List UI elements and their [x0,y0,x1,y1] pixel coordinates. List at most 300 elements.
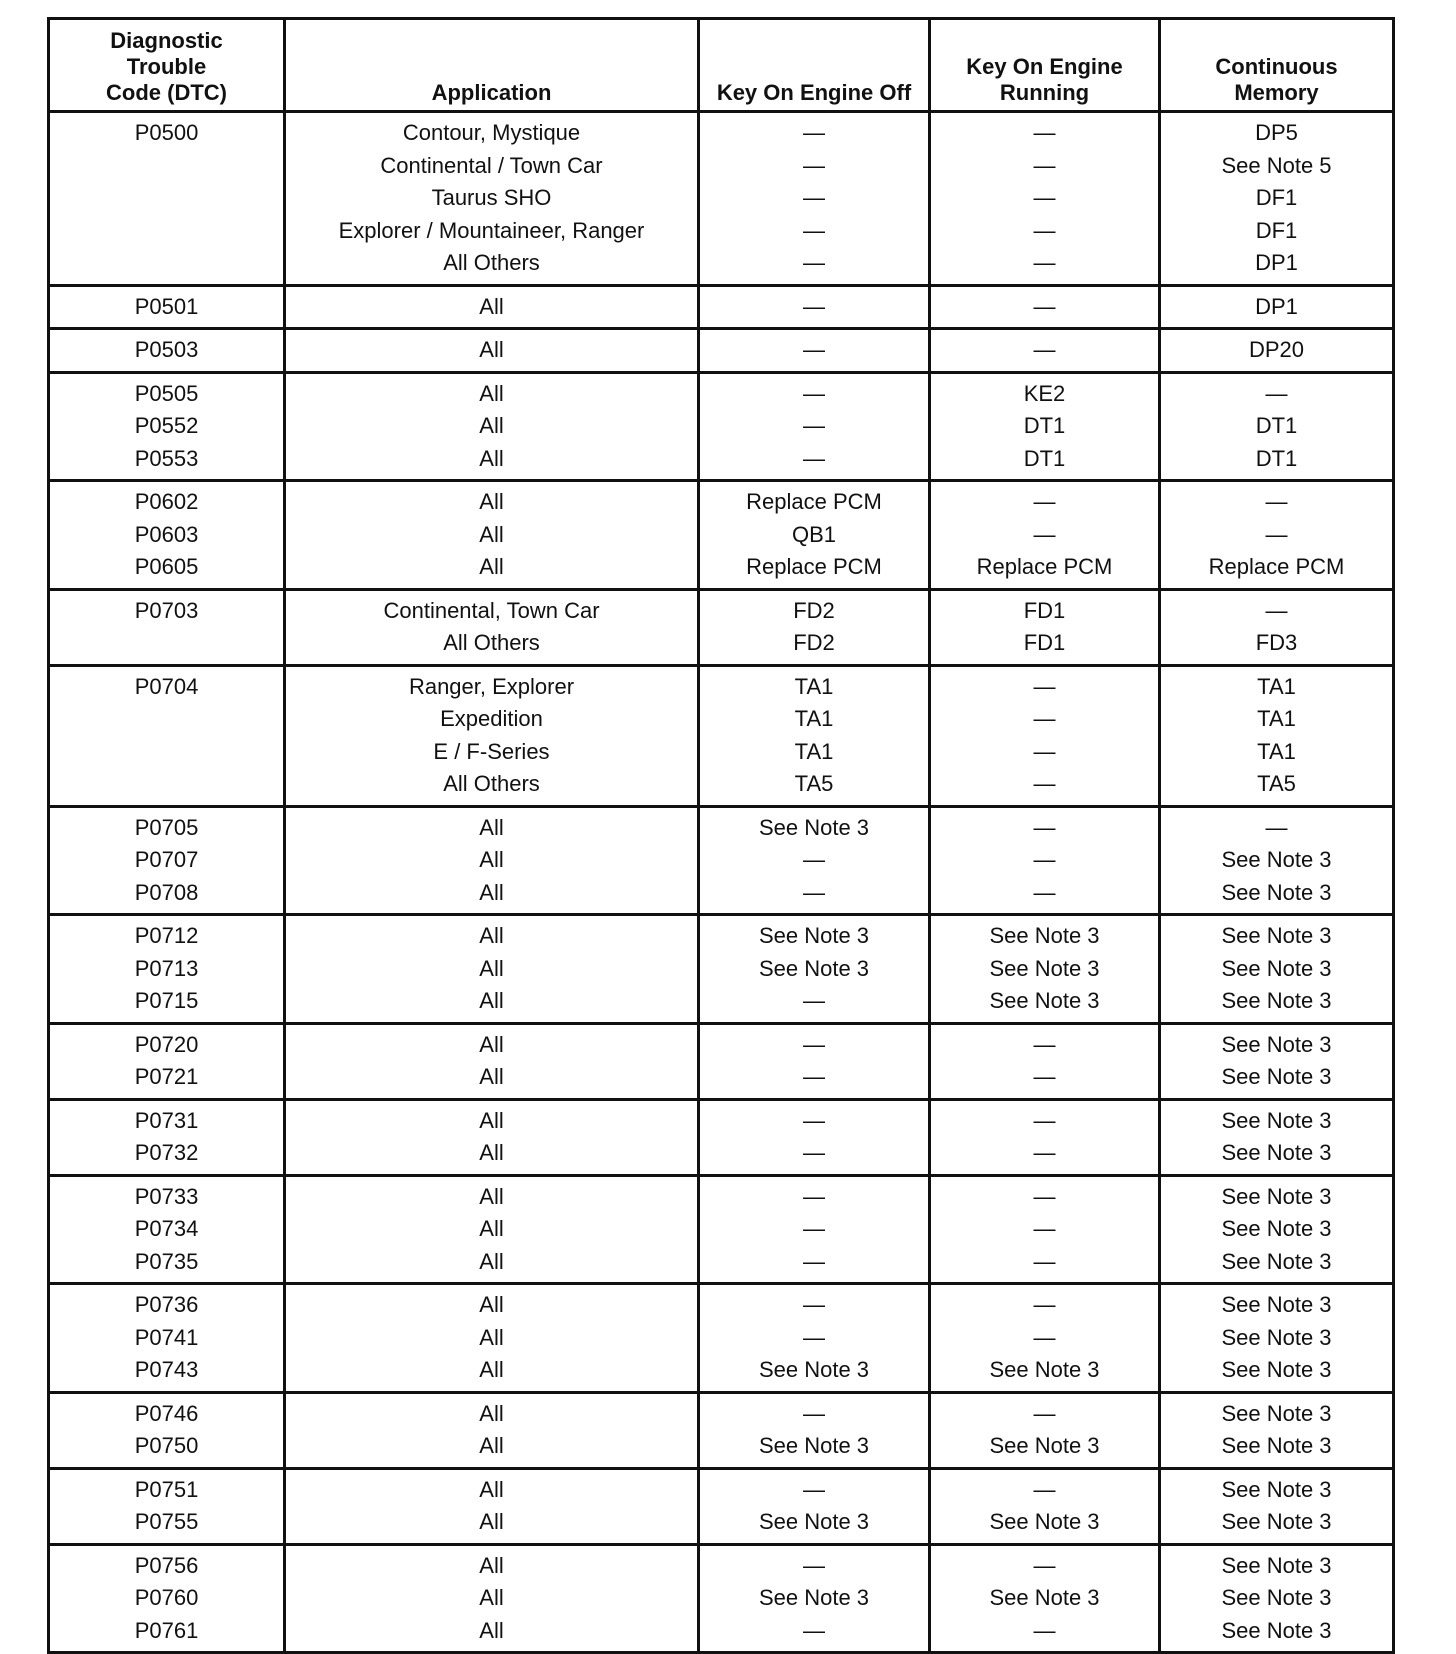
dtc-cell [49,1284,285,1393]
dtc-value [50,703,283,736]
header-continuous-memory [1160,19,1394,112]
koeo-value: Replace PCM [746,489,882,514]
koer-value: — [1033,152,1056,178]
cm-value: See Note 3 [1221,1585,1332,1610]
dtc-value: P0708 [134,879,199,905]
koeo-cell [699,665,930,806]
dtc-value: P0705 [134,814,199,840]
table-row-group [49,1468,1394,1544]
app-value: All [479,1140,504,1165]
koeo-value: — [803,988,825,1013]
dtc-value: P0761 [134,1617,199,1643]
dtc-value: P0755 [134,1509,199,1534]
header-row [49,19,1394,112]
koeo-value: — [803,879,825,905]
table-row-group [49,1284,1394,1393]
dtc-value: P0712 [134,923,199,948]
koer-value: — [1033,1552,1056,1578]
application-cell [285,1392,699,1468]
koeo-cell [699,481,930,590]
dtc-value [50,215,283,248]
koeo-value: — [803,1064,825,1089]
dtc-value: P0553 [134,445,199,471]
app-value: All [479,1216,504,1241]
koer-value: — [1033,771,1056,796]
cm-value: See Note 3 [1221,1064,1332,1089]
header-application-label: Application [431,80,552,105]
koeo-cell [699,1175,930,1284]
app-value: All [479,293,504,319]
table-row-group [49,1099,1394,1175]
dtc-cell [49,285,285,329]
dtc-cell [49,481,285,590]
continuous-memory-cell [1160,1023,1394,1099]
koer-value: — [1033,1107,1056,1133]
koeo-cell [699,806,930,915]
table-row-group [49,589,1394,665]
dtc-cell [49,1468,285,1544]
dtc-value: P0500 [134,120,199,145]
dtc-value: P0735 [134,1248,199,1274]
koer-value: — [1033,120,1056,145]
koeo-value: — [803,1107,825,1133]
app-value: Explorer / Mountaineer, Ranger [338,217,645,243]
dtc-value [50,150,283,183]
app-value: Contour, Mystique [402,120,581,145]
cm-value: See Note 3 [1221,1248,1332,1274]
koer-value: — [1033,521,1056,547]
koer-value: — [1033,1248,1056,1274]
continuous-memory-cell [1160,915,1394,1024]
cm-value: See Note 3 [1221,879,1332,905]
dtc-value [50,182,283,215]
koer-value: — [1033,814,1056,840]
app-value: All [479,1400,504,1426]
koeo-cell [699,1099,930,1175]
koeo-value: TA1 [794,738,834,764]
koeo-value: — [803,152,825,178]
koer-value: See Note 3 [989,1357,1100,1382]
koeo-cell [699,1392,930,1468]
table-row-group [49,481,1394,590]
cm-value: — [1265,597,1288,623]
koer-cell [930,481,1160,590]
dtc-value: P0741 [134,1324,199,1350]
koeo-value: — [803,293,825,319]
koer-value: See Note 3 [989,955,1100,981]
koeo-value: — [803,337,825,362]
koeo-value: See Note 3 [758,1357,870,1382]
header-dtc [49,19,285,112]
continuous-memory-cell [1160,329,1394,373]
koeo-value: TA1 [794,673,834,699]
app-value: All [479,1324,504,1350]
app-value: All [479,1292,504,1317]
koer-value: — [1033,673,1056,699]
dtc-value [50,736,283,769]
koer-value: — [1033,1476,1056,1502]
dtc-table-page [47,17,1392,1654]
cm-value: See Note 3 [1221,1617,1332,1643]
continuous-memory-cell [1160,1099,1394,1175]
koer-value: — [1033,1064,1056,1089]
table-row-group [49,329,1394,373]
koeo-value: See Note 3 [758,955,870,981]
app-value: All [479,1031,504,1057]
koeo-value: — [803,1400,825,1426]
continuous-memory-cell [1160,1392,1394,1468]
cm-value: See Note 3 [1221,1433,1332,1458]
dtc-cell [49,915,285,1024]
cm-value: TA1 [1257,738,1296,764]
cm-value: See Note 3 [1221,1552,1332,1578]
koer-value: — [1033,1183,1056,1209]
cm-value: DF1 [1255,217,1298,243]
dtc-value: P0713 [134,955,199,981]
table-row-group [49,1023,1394,1099]
koer-value: FD1 [1023,630,1066,655]
continuous-memory-cell [1160,112,1394,286]
dtc-value: P0605 [134,554,199,579]
continuous-memory-cell [1160,1544,1394,1653]
application-cell [285,1468,699,1544]
continuous-memory-cell [1160,589,1394,665]
cm-value: Replace PCM [1208,554,1345,579]
app-value: All [479,337,504,362]
cm-value: See Note 3 [1221,988,1332,1013]
app-value: All [479,489,504,514]
app-value: All [479,1552,504,1578]
dtc-value: P0602 [134,489,199,514]
koeo-value: — [803,847,825,872]
application-cell [285,285,699,329]
continuous-memory-cell [1160,372,1394,481]
koeo-cell [699,589,930,665]
koer-value: — [1033,337,1056,362]
application-cell [285,915,699,1024]
app-value: All [479,554,504,579]
cm-value: See Note 3 [1221,1292,1332,1317]
koer-value: — [1033,185,1056,210]
dtc-value: P0721 [134,1064,199,1089]
app-value: Expedition [440,706,543,731]
koeo-value: See Note 3 [758,1433,870,1458]
application-cell [285,481,699,590]
koeo-value: — [803,1292,825,1317]
koer-cell [930,1544,1160,1653]
app-value: All [479,413,504,438]
cm-value: See Note 5 [1221,152,1332,178]
header-dtc-line: Diagnostic [110,28,223,53]
dtc-cell [49,1175,285,1284]
cm-value: DP1 [1255,250,1298,275]
application-cell [285,329,699,373]
header-koer [930,19,1160,112]
cm-value: TA1 [1257,673,1296,699]
cm-value: See Note 3 [1221,1509,1332,1534]
cm-value: See Note 3 [1221,1183,1332,1209]
cm-value: DT1 [1255,445,1298,471]
koer-value: FD1 [1023,597,1066,623]
header-dtc-line: Code (DTC) [106,80,227,105]
cm-value: DP20 [1248,337,1305,362]
koer-value: See Note 3 [989,988,1100,1013]
koeo-value: — [803,185,825,210]
koer-value: — [1033,706,1056,731]
koer-cell [930,1284,1160,1393]
cm-value: See Note 3 [1221,955,1332,981]
continuous-memory-cell [1160,665,1394,806]
dtc-value: P0707 [134,847,199,872]
table-row-group [49,372,1394,481]
dtc-value: P0501 [134,293,199,319]
koer-cell [930,589,1160,665]
app-value: All [479,380,504,406]
app-value: All [479,879,504,905]
app-value: Continental, Town Car [383,597,600,623]
koeo-value: See Note 3 [758,1509,870,1534]
cm-value: TA1 [1257,706,1296,731]
koeo-value: — [803,1617,825,1643]
koeo-value: — [803,1248,825,1274]
dtc-value [50,768,283,801]
dtc-cell [49,665,285,806]
cm-value: TA5 [1257,771,1296,796]
table-row-group [49,1392,1394,1468]
koer-value: DT1 [1023,445,1066,471]
app-value: Taurus SHO [431,185,552,210]
koer-value: — [1033,738,1056,764]
table-row-group [49,285,1394,329]
table-row-group [49,1175,1394,1284]
cm-value: DF1 [1255,185,1298,210]
dtc-value: P0743 [134,1357,199,1382]
dtc-value [50,627,283,660]
koer-cell [930,806,1160,915]
app-value: All [479,1433,504,1458]
koeo-cell [699,285,930,329]
cm-value: See Note 3 [1221,923,1332,948]
dtc-table-body [49,112,1394,1653]
app-value: All Others [443,630,540,655]
koer-value: — [1033,250,1056,275]
dtc-cell [49,1544,285,1653]
koeo-cell [699,372,930,481]
header-koer-line: Key On Engine [966,54,1123,79]
header-cm-line: Memory [1234,80,1319,105]
dtc-cell [49,1099,285,1175]
table-row-group [49,1544,1394,1653]
koeo-value: — [803,217,825,243]
dtc-value: P0720 [134,1031,199,1057]
cm-value: FD3 [1255,630,1298,655]
application-cell [285,112,699,286]
table-row-group [49,915,1394,1024]
koeo-cell [699,1468,930,1544]
app-value: All [479,1357,504,1382]
header-koeo [699,19,930,112]
koer-cell [930,1023,1160,1099]
koer-value: Replace PCM [976,554,1113,579]
dtc-value: P0751 [134,1476,199,1502]
koer-cell [930,915,1160,1024]
app-value: All [479,1476,504,1502]
koer-cell [930,1468,1160,1544]
koer-value: See Note 3 [989,923,1100,948]
koeo-value: — [803,120,825,145]
cm-value: — [1265,521,1288,547]
app-value: E / F-Series [433,738,550,764]
dtc-value: P0731 [134,1107,199,1133]
app-value: All [479,1509,504,1534]
app-value: All [479,923,504,948]
cm-value: DP1 [1255,293,1298,319]
dtc-value: P0736 [134,1292,199,1317]
dtc-cell [49,1023,285,1099]
app-value: All [479,847,504,872]
application-cell [285,1023,699,1099]
koeo-value: FD2 [793,630,835,655]
koeo-cell [699,329,930,373]
app-value: All [479,814,504,840]
koeo-value: — [803,1552,825,1578]
koeo-value: — [803,413,825,438]
koer-value: — [1033,1400,1056,1426]
dtc-cell [49,329,285,373]
dtc-value: P0746 [134,1400,199,1426]
application-cell [285,589,699,665]
koeo-value: See Note 3 [758,923,870,948]
koeo-value: See Note 3 [758,814,870,840]
koer-value: See Note 3 [989,1509,1100,1534]
dtc-cell [49,372,285,481]
table-row-group [49,665,1394,806]
koeo-value: — [803,445,825,471]
application-cell [285,1284,699,1393]
koer-value: KE2 [1023,380,1066,406]
dtc-value: P0503 [134,337,199,362]
koeo-value: — [803,250,825,275]
koeo-value: — [803,1183,825,1209]
koer-value: — [1033,293,1056,319]
koeo-value: — [803,1324,825,1350]
dtc-cell [49,112,285,286]
koer-value: — [1033,1216,1056,1241]
app-value: All [479,1617,504,1643]
koer-cell [930,112,1160,286]
app-value: All [479,1183,504,1209]
dtc-cell [49,806,285,915]
koer-value: — [1033,489,1056,514]
koer-value: — [1033,1031,1056,1057]
app-value: All [479,955,504,981]
koeo-value: — [803,1476,825,1502]
dtc-value: P0603 [134,521,199,547]
cm-value: See Note 3 [1221,1216,1332,1241]
application-cell [285,665,699,806]
continuous-memory-cell [1160,1175,1394,1284]
koer-value: See Note 3 [989,1585,1100,1610]
table-row-group [49,112,1394,286]
dtc-value: P0703 [134,597,199,623]
cm-value: — [1265,814,1288,840]
koer-cell [930,372,1160,481]
cm-value: See Note 3 [1221,1031,1332,1057]
dtc-value: P0704 [134,673,199,699]
app-value: All Others [443,250,540,275]
koeo-value: See Note 3 [758,1585,870,1610]
koeo-cell [699,915,930,1024]
cm-value: DT1 [1255,413,1298,438]
koer-value: — [1033,1292,1056,1317]
header-koeo-label: Key On Engine Off [716,80,912,105]
app-value: All Others [443,771,540,796]
app-value: All [479,1248,504,1274]
dtc-value: P0552 [134,413,199,438]
dtc-value [50,247,283,280]
koeo-cell [699,112,930,286]
koer-value: See Note 3 [989,1433,1100,1458]
cm-value: See Note 3 [1221,1107,1332,1133]
continuous-memory-cell [1160,285,1394,329]
application-cell [285,1175,699,1284]
koer-cell [930,1099,1160,1175]
header-koer-line: Running [999,80,1090,105]
dtc-table [47,17,1395,1654]
cm-value: — [1265,489,1288,514]
koer-value: DT1 [1023,413,1066,438]
cm-value: See Note 3 [1221,1357,1332,1382]
app-value: All [479,1585,504,1610]
dtc-value: P0715 [134,988,199,1013]
cm-value: See Note 3 [1221,1140,1332,1165]
app-value: All [479,988,504,1013]
dtc-value: P0750 [134,1433,199,1458]
application-cell [285,806,699,915]
app-value: All [479,521,504,547]
koer-value: — [1033,847,1056,872]
cm-value: — [1265,380,1288,406]
koeo-value: — [803,380,825,406]
dtc-value: P0756 [134,1552,199,1578]
cm-value: See Note 3 [1221,1476,1332,1502]
dtc-value: P0760 [134,1585,199,1610]
koeo-value: — [803,1140,825,1165]
dtc-value: P0734 [134,1216,199,1241]
koer-cell [930,329,1160,373]
koeo-value: TA1 [794,706,834,731]
koeo-cell [699,1023,930,1099]
continuous-memory-cell [1160,1468,1394,1544]
application-cell [285,1099,699,1175]
cm-value: See Note 3 [1221,1400,1332,1426]
koer-value: — [1033,217,1056,243]
dtc-cell [49,589,285,665]
table-row-group [49,806,1394,915]
app-value: Ranger, Explorer [408,673,575,699]
koeo-value: FD2 [793,597,835,623]
app-value: All [479,1064,504,1089]
header-cm-line: Continuous [1215,54,1338,79]
koer-cell [930,1175,1160,1284]
koer-cell [930,665,1160,806]
koeo-value: Replace PCM [746,554,882,579]
dtc-value: P0732 [134,1140,199,1165]
koeo-value: — [803,1031,825,1057]
continuous-memory-cell [1160,806,1394,915]
continuous-memory-cell [1160,481,1394,590]
cm-value: DP5 [1255,120,1298,145]
